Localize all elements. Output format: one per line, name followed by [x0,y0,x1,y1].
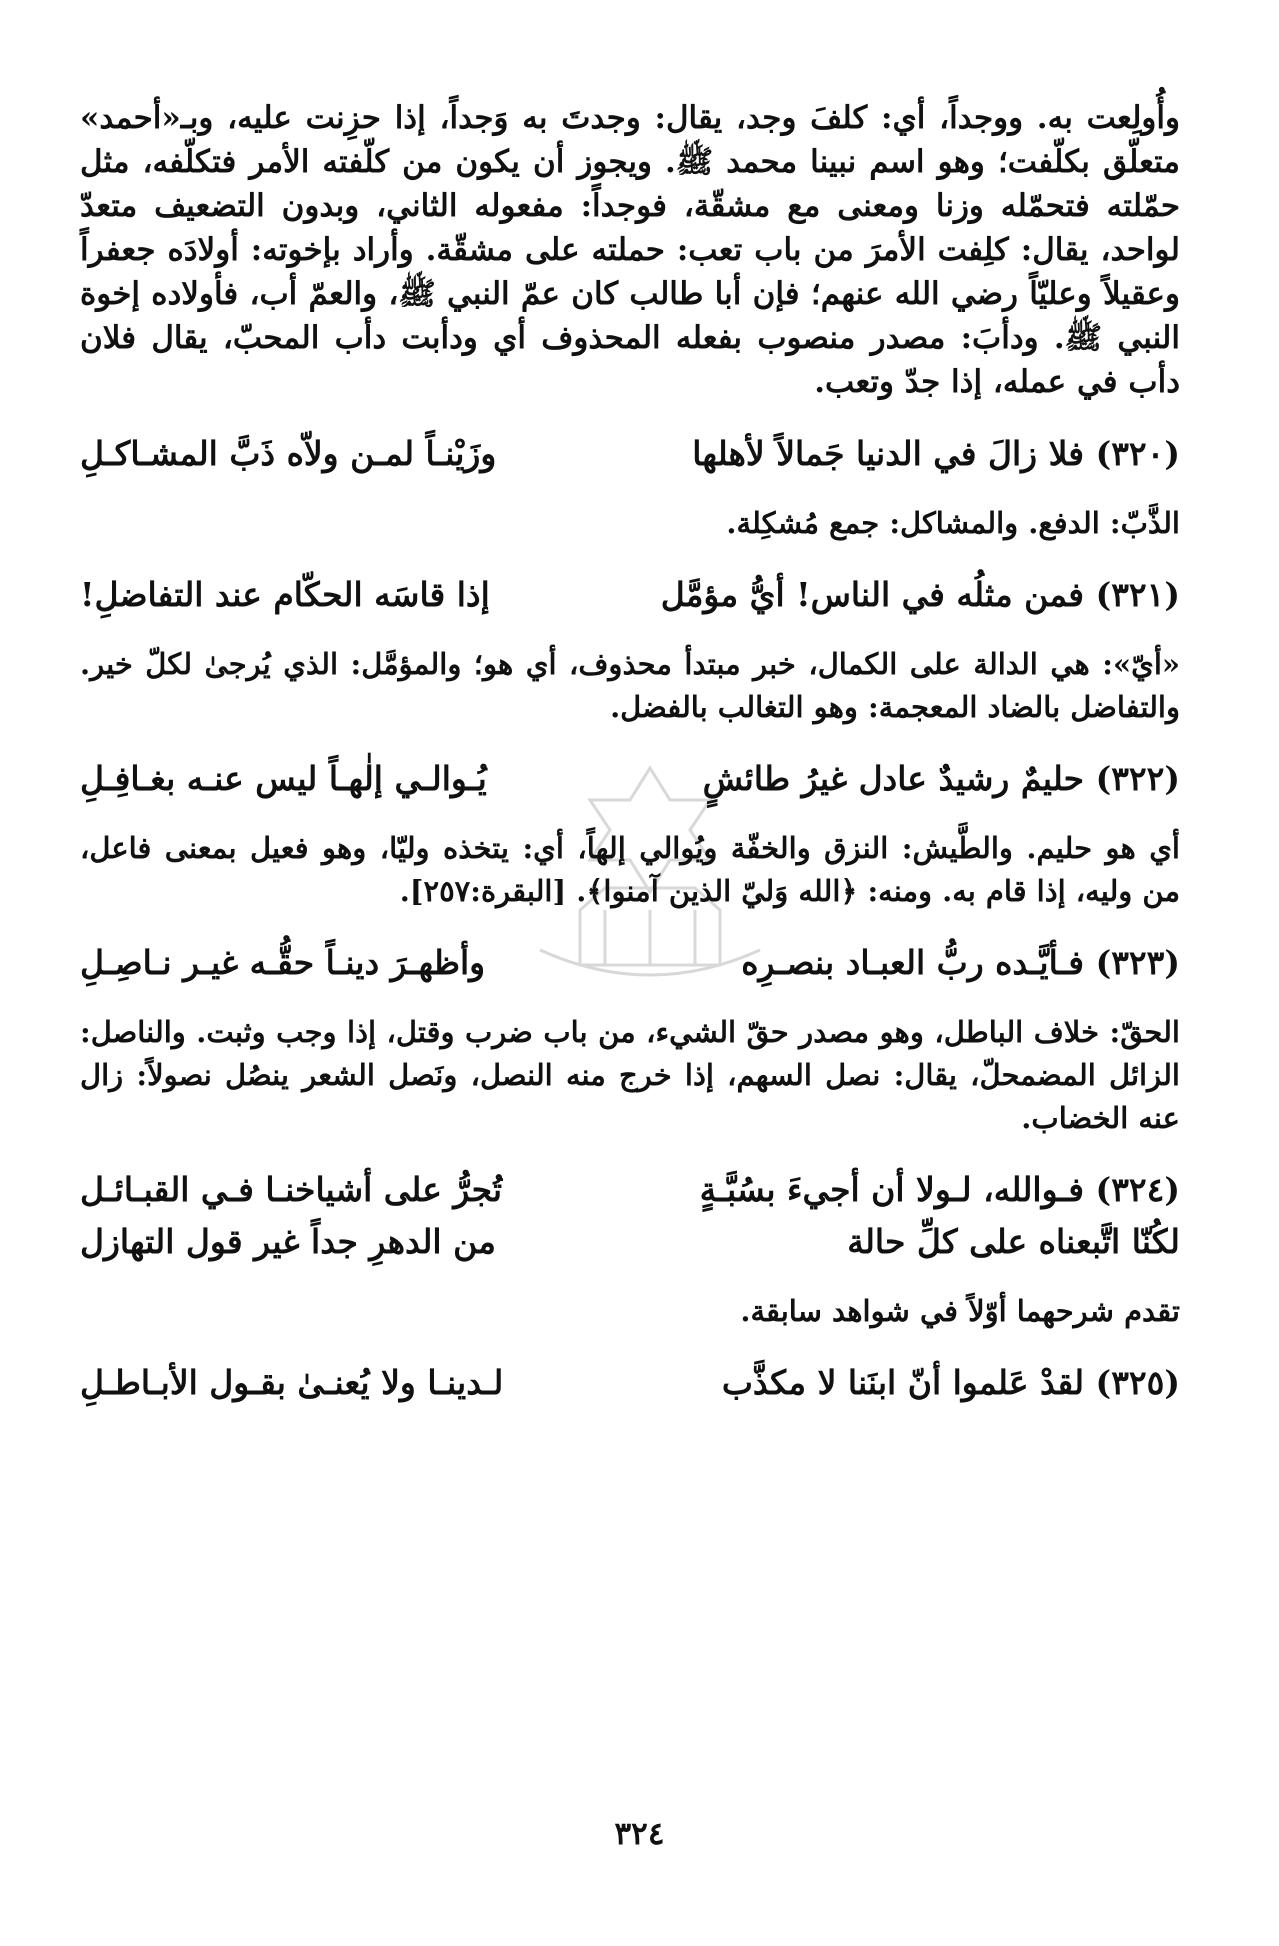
verse-325-second-hemistich: لـدينـا ولا يُعنـىٰ بقـول الأبـاطـلِ [80,1363,504,1402]
verse-324-line-1-second-hemistich: تُجرُّ على أشياخنـا فـي القبـائـل [80,1170,503,1209]
verse-321 [80,569,1180,621]
verse-321-first-hemistich: (٣٢١) فمن مثلُه في الناس! أيُّ مؤمَّل [660,575,1180,614]
verse-324-line-2-second-hemistich: من الدهرِ جداً غير قول التهازل [80,1222,496,1261]
verse-324 [80,1164,1180,1268]
verse-320 [80,428,1180,480]
verse-320-second-hemistich: وزَيْنـاً لمـن ولاّه ذَبَّ المشـاكـلِ [80,434,497,473]
verse-322-first-hemistich: (٣٢٢) حليمٌ رشيدٌ عادل غيرُ طائشٍ [702,759,1180,798]
verse-321-second-hemistich: إذا قاسَه الحكّام عند التفاضلِ! [80,575,490,614]
verse-324-line-2 [80,1216,1180,1268]
verse-320-first-hemistich: (٣٢٠) فلا زالَ في الدنيا جَمالاً لأهلها [692,434,1180,473]
verse-322-second-hemistich: يُـوالـي إلٰهـاً ليس عنـه بغـافِـلِ [80,759,487,798]
verse-325 [80,1357,1180,1409]
verse-321-gloss: «أيّ»: هي الدالة على الكمال، خبر مبتدأ محذوف، أي هو؛ والمؤمَّل: الذي يُرجىٰ لكلّ خير. والتفاضل بالضاد المعجمة: وهو التغالب بالفضل. [80,647,1181,724]
page-number: ٣٢٤ [614,1816,665,1852]
verse-323-gloss: الحقّ: خلاف الباطل، وهو مصدر حقّ الشيء، من باب ضرب وقتل، إذا وجب وثبت. والناصل: الزائل المضمحلّ، يقال: نصل السهم، إذا خرج منه النصل، ونَصل الشعر ينصُل نصولاً: زال عنه الخضاب. [80,1015,1180,1135]
verse-324-line-1 [80,1164,1180,1216]
verse-324-gloss: تقدم شرحهما أوّلاً في شواهد سابقة. [740,1294,1180,1328]
page-body [80,96,1180,1431]
verse-323-first-hemistich: (٣٢٣) فـأيَّـده ربُّ العبـاد بنصـرِه [741,943,1180,982]
verse-323-second-hemistich: وأظهـرَ دينـاً حقُّـه غيـر نـاصِـلِ [80,943,486,982]
verse-324-line-1-first-hemistich: (٣٢٤) فـوالله، لـولا أن أجيءَ بسُبَّـةٍ [699,1170,1180,1209]
verse-324-line-2-first-hemistich: لكُنّا اتَّبعناه على كلِّ حالة [847,1222,1180,1261]
intro-paragraph: وأُولِعت به. ووجداً، أي: كلفَ وجد، يقال: وجدتَ به وَجداً، إذا حزِنت عليه، وبـ«أحمد» متعلّق بكلّفت؛ وهو اسم نبينا محمد ﷺ. ويجوز أن يكون من كلّفته الأمر فتكلّفه، مثل حمّلته فتحمّله وزنا ومعنى مع مشقّة، فوجداً: مفعوله الثاني، وبدون التضعيف متعدّ لواحد، يقال: كلِفت الأمرَ من باب تعب: حملته على مشقّة. وأراد بإخوته: أولادَه جعفراً وعقيلاً وعليّاً رضي الله عنهم؛ فإن أبا طالب كان عمّ النبي ﷺ، والعمّ أب، فأولاده إخوة النبي ﷺ. ودأبَ: مصدر منصوب بفعله المحذوف أي ودأبت دأب المحبّ، يقال فلان دأب في عمله، إذا جدّ وتعب. [80,100,1180,400]
verse-325-first-hemistich: (٣٢٥) لقدْ عَلموا أنّ ابنَنا لا مكذَّب [721,1363,1180,1402]
verse-323 [80,937,1180,989]
verse-322-gloss: أي هو حليم. والطَّيش: النزق والخفّة ويُوالي إلهاً، أي: يتخذه وليّا، وهو فعيل بمعنى فاعل، من وليه، إذا قام به. ومنه: ﴿الله وَليّ الذين آمنوا﴾. [البقرة:٢٥٧]. [80,831,1180,908]
verse-322 [80,753,1180,805]
verse-320-gloss: الذَّبّ: الدفع. والمشاكل: جمع مُشكِلة. [726,506,1180,540]
